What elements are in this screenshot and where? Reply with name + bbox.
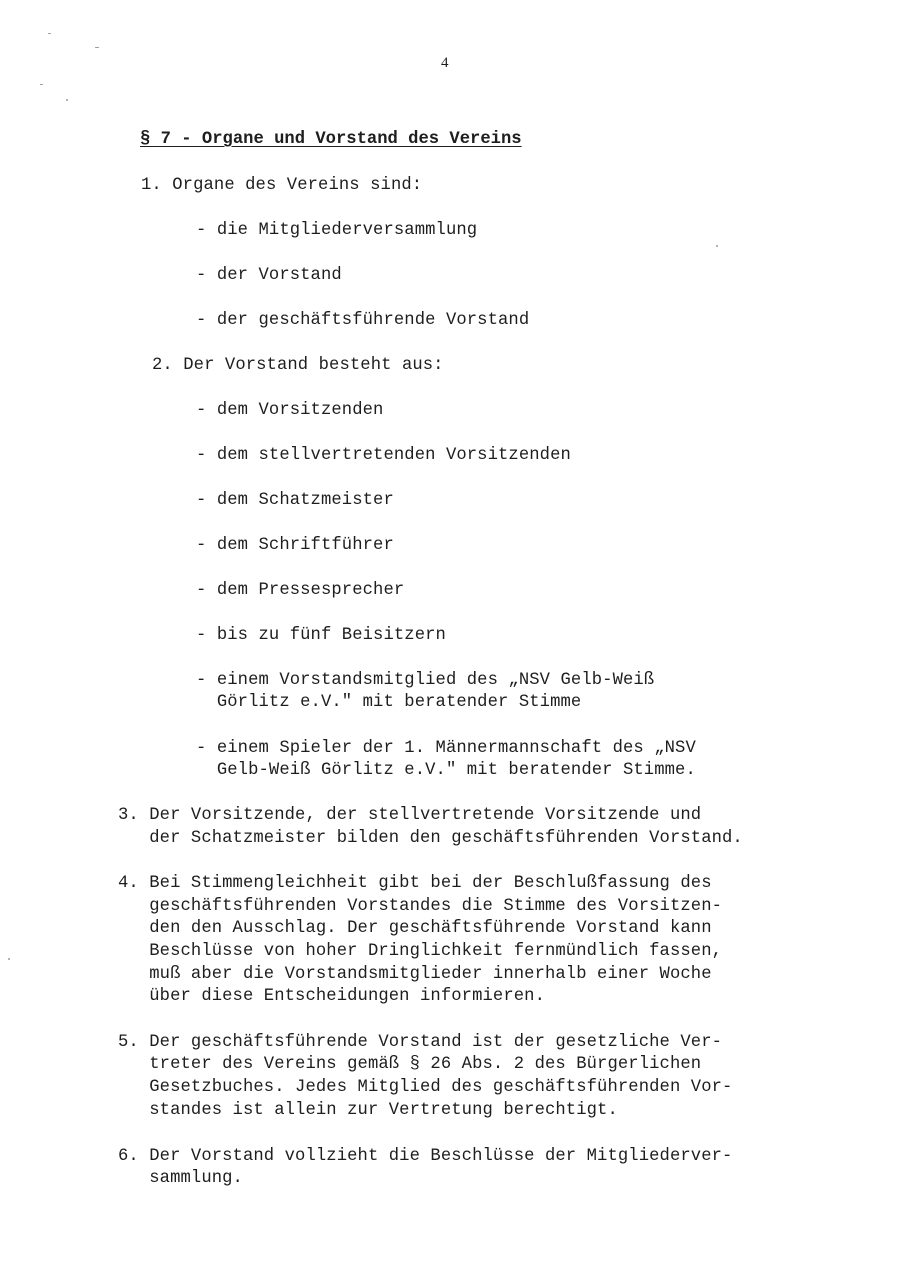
item-4-line-1: 4. Bei Stimmengleichheit gibt bei der Beschlußfassung des [118, 874, 712, 893]
scan-speck [40, 84, 43, 85]
list-item-nsv-line-2: Görlitz e.V." mit beratender Stimme [196, 693, 582, 712]
item-6-line-1: 6. Der Vorstand vollzieht die Beschlüsse der Mitgliederver- [118, 1147, 733, 1166]
item-5-line-2: treter des Vereins gemäß § 26 Abs. 2 des Bürgerlichen [118, 1055, 702, 1074]
item-4-line-4: Beschlüsse von hoher Dringlichkeit fernmündlich fassen, [118, 942, 723, 961]
item-6-line-2: sammlung. [118, 1169, 243, 1188]
item-5-line-1: 5. Der geschäftsführende Vorstand ist der gesetzliche Ver- [118, 1033, 723, 1052]
list-item: - dem stellvertretenden Vorsitzenden [196, 446, 571, 465]
section-heading: § 7 - Organe und Vorstand des Vereins [140, 130, 522, 149]
scan-speck [716, 245, 718, 247]
page-number: 4 [441, 55, 449, 71]
list-item-nsv-line-1: - einem Vorstandsmitglied des „NSV Gelb-Weiß [196, 671, 655, 690]
list-item-spieler-line-1: - einem Spieler der 1. Männermannschaft des „NSV [196, 739, 696, 758]
list-item: - dem Schatzmeister [196, 491, 394, 510]
list-item: - bis zu fünf Beisitzern [196, 626, 446, 645]
list-item: - die Mitgliederversammlung [196, 221, 478, 240]
list-item: - dem Schriftführer [196, 536, 394, 555]
scan-speck [66, 99, 68, 101]
item-3-line-2: der Schatzmeister bilden den geschäftsführenden Vorstand. [118, 829, 743, 848]
list-item: - der Vorstand [196, 266, 342, 285]
list-item: - dem Vorsitzenden [196, 401, 384, 420]
list-item: - der geschäftsführende Vorstand [196, 311, 530, 330]
item-4-line-3: den den Ausschlag. Der geschäftsführende Vorstand kann [118, 919, 712, 938]
item-1-intro: 1. Organe des Vereins sind: [141, 176, 423, 195]
item-4-line-5: muß aber die Vorstandsmitglieder innerhalb einer Woche [118, 965, 712, 984]
scan-speck [48, 33, 51, 34]
scan-speck [95, 47, 99, 48]
list-item: - dem Pressesprecher [196, 581, 405, 600]
item-4-line-2: geschäftsführenden Vorstandes die Stimme des Vorsitzen- [118, 897, 723, 916]
item-5-line-3: Gesetzbuches. Jedes Mitglied des geschäftsführenden Vor- [118, 1078, 733, 1097]
item-4-line-6: über diese Entscheidungen informieren. [118, 987, 545, 1006]
item-3-line-1: 3. Der Vorsitzende, der stellvertretende Vorsitzende und [118, 806, 702, 825]
item-5-line-4: standes ist allein zur Vertretung berechtigt. [118, 1101, 618, 1120]
item-2-intro: 2. Der Vorstand besteht aus: [152, 356, 444, 375]
scan-speck [8, 958, 10, 960]
list-item-spieler-line-2: Gelb-Weiß Görlitz e.V." mit beratender Stimme. [196, 761, 696, 780]
